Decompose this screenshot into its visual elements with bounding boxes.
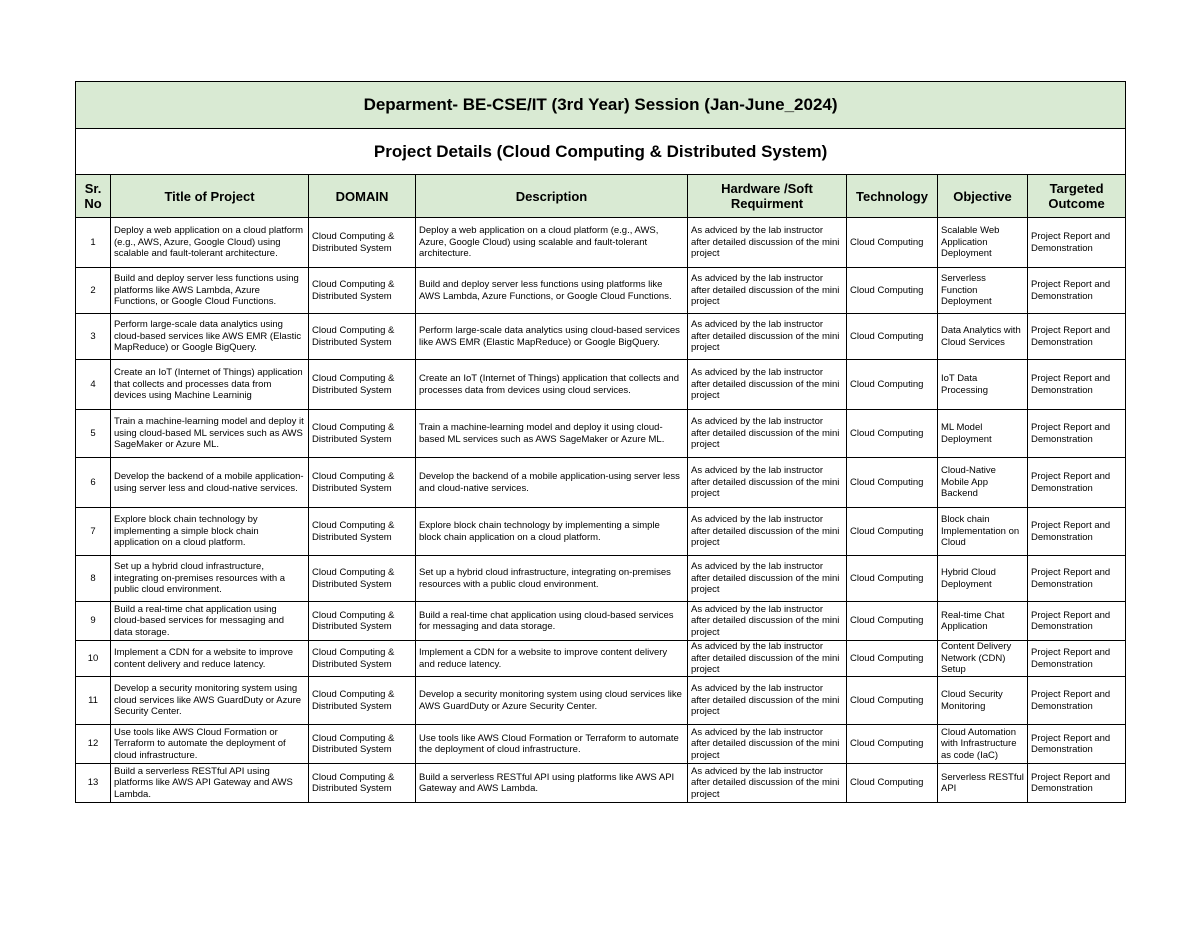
hardware-cell: As adviced by the lab instructor after detailed discussion of the mini project bbox=[688, 458, 847, 508]
sr-no-cell: 4 bbox=[76, 360, 111, 410]
hardware-cell: As adviced by the lab instructor after detailed discussion of the mini project bbox=[688, 360, 847, 410]
objective-cell: Real-time Chat Application bbox=[938, 602, 1028, 641]
domain-cell: Cloud Computing & Distributed System bbox=[309, 602, 416, 641]
technology-cell: Cloud Computing bbox=[847, 458, 938, 508]
domain-cell: Cloud Computing & Distributed System bbox=[309, 556, 416, 602]
description-cell: Create an IoT (Internet of Things) application that collects and processes data from devices using cloud services. bbox=[416, 360, 688, 410]
technology-cell: Cloud Computing bbox=[847, 218, 938, 268]
hardware-cell: As adviced by the lab instructor after detailed discussion of the mini project bbox=[688, 556, 847, 602]
project-title-cell: Develop a security monitoring system using cloud services like AWS GuardDuty or Azure Security Center. bbox=[111, 677, 309, 725]
description-cell: Deploy a web application on a cloud platform (e.g., AWS, Azure, Google Cloud) using scalable and fault-tolerant architecture. bbox=[416, 218, 688, 268]
title-row bbox=[76, 82, 1126, 129]
domain-cell: Cloud Computing & Distributed System bbox=[309, 764, 416, 803]
technology-cell: Cloud Computing bbox=[847, 641, 938, 677]
technology-cell: Cloud Computing bbox=[847, 508, 938, 556]
project-title-cell: Build and deploy server less functions using platforms like AWS Lambda, Azure Functions, or Google Cloud Functions. bbox=[111, 268, 309, 314]
description-cell: Develop a security monitoring system using cloud services like AWS GuardDuty or Azure Security Center. bbox=[416, 677, 688, 725]
project-title-cell: Create an IoT (Internet of Things) application that collects and processes data from devices using Machine Learninig bbox=[111, 360, 309, 410]
document-title: Deparment- BE-CSE/IT (3rd Year) Session (Jan-June_2024) bbox=[76, 82, 1126, 129]
objective-cell: Scalable Web Application Deployment bbox=[938, 218, 1028, 268]
table-row bbox=[76, 268, 1126, 314]
outcome-cell: Project Report and Demonstration bbox=[1028, 764, 1126, 803]
sr-no-cell: 1 bbox=[76, 218, 111, 268]
technology-cell: Cloud Computing bbox=[847, 360, 938, 410]
sr-no-cell: 12 bbox=[76, 725, 111, 764]
header-objective: Objective bbox=[938, 175, 1028, 218]
table-row bbox=[76, 458, 1126, 508]
domain-cell: Cloud Computing & Distributed System bbox=[309, 360, 416, 410]
objective-cell: ML Model Deployment bbox=[938, 410, 1028, 458]
hardware-cell: As adviced by the lab instructor after detailed discussion of the mini project bbox=[688, 268, 847, 314]
sr-no-cell: 13 bbox=[76, 764, 111, 803]
project-title-cell: Build a real-time chat application using cloud-based services for messaging and data storage. bbox=[111, 602, 309, 641]
hardware-cell: As adviced by the lab instructor after detailed discussion of the mini project bbox=[688, 602, 847, 641]
technology-cell: Cloud Computing bbox=[847, 556, 938, 602]
project-title-cell: Perform large-scale data analytics using cloud-based services like AWS EMR (Elastic MapReduce) or Google BigQuery. bbox=[111, 314, 309, 360]
domain-cell: Cloud Computing & Distributed System bbox=[309, 268, 416, 314]
outcome-cell: Project Report and Demonstration bbox=[1028, 641, 1126, 677]
outcome-cell: Project Report and Demonstration bbox=[1028, 458, 1126, 508]
sr-no-cell: 8 bbox=[76, 556, 111, 602]
table-row bbox=[76, 410, 1126, 458]
project-title-cell: Build a serverless RESTful API using platforms like AWS API Gateway and AWS Lambda. bbox=[111, 764, 309, 803]
objective-cell: Cloud-Native Mobile App Backend bbox=[938, 458, 1028, 508]
hardware-cell: As adviced by the lab instructor after detailed discussion of the mini project bbox=[688, 677, 847, 725]
domain-cell: Cloud Computing & Distributed System bbox=[309, 458, 416, 508]
objective-cell: Content Delivery Network (CDN) Setup bbox=[938, 641, 1028, 677]
outcome-cell: Project Report and Demonstration bbox=[1028, 410, 1126, 458]
technology-cell: Cloud Computing bbox=[847, 725, 938, 764]
header-title-of-project: Title of Project bbox=[111, 175, 309, 218]
domain-cell: Cloud Computing & Distributed System bbox=[309, 641, 416, 677]
outcome-cell: Project Report and Demonstration bbox=[1028, 360, 1126, 410]
table-row bbox=[76, 360, 1126, 410]
domain-cell: Cloud Computing & Distributed System bbox=[309, 725, 416, 764]
header-hardware-soft-requirment: Hardware /Soft Requirment bbox=[688, 175, 847, 218]
project-title-cell: Train a machine-learning model and deploy it using cloud-based ML services such as AWS SageMaker or Azure ML. bbox=[111, 410, 309, 458]
sr-no-cell: 3 bbox=[76, 314, 111, 360]
project-title-cell: Set up a hybrid cloud infrastructure, integrating on-premises resources with a public cloud environment. bbox=[111, 556, 309, 602]
technology-cell: Cloud Computing bbox=[847, 410, 938, 458]
objective-cell: Serverless RESTful API bbox=[938, 764, 1028, 803]
objective-cell: Serverless Function Deployment bbox=[938, 268, 1028, 314]
table-row bbox=[76, 508, 1126, 556]
technology-cell: Cloud Computing bbox=[847, 602, 938, 641]
sr-no-cell: 7 bbox=[76, 508, 111, 556]
hardware-cell: As adviced by the lab instructor after detailed discussion of the mini project bbox=[688, 314, 847, 360]
sr-no-cell: 11 bbox=[76, 677, 111, 725]
table-row bbox=[76, 556, 1126, 602]
description-cell: Set up a hybrid cloud infrastructure, integrating on-premises resources with a public cloud environment. bbox=[416, 556, 688, 602]
description-cell: Build and deploy server less functions using platforms like AWS Lambda, Azure Functions, or Google Cloud Functions. bbox=[416, 268, 688, 314]
table-row bbox=[76, 602, 1126, 641]
sr-no-cell: 9 bbox=[76, 602, 111, 641]
objective-cell: IoT Data Processing bbox=[938, 360, 1028, 410]
technology-cell: Cloud Computing bbox=[847, 764, 938, 803]
hardware-cell: As adviced by the lab instructor after detailed discussion of the mini project bbox=[688, 764, 847, 803]
hardware-cell: As adviced by the lab instructor after detailed discussion of the mini project bbox=[688, 218, 847, 268]
table-row bbox=[76, 725, 1126, 764]
project-title-cell: Use tools like AWS Cloud Formation or Terraform to automate the deployment of cloud infrastructure. bbox=[111, 725, 309, 764]
header-sr-no: Sr. No bbox=[76, 175, 111, 218]
outcome-cell: Project Report and Demonstration bbox=[1028, 508, 1126, 556]
domain-cell: Cloud Computing & Distributed System bbox=[309, 508, 416, 556]
header-domain: DOMAIN bbox=[309, 175, 416, 218]
sr-no-cell: 10 bbox=[76, 641, 111, 677]
sr-no-cell: 2 bbox=[76, 268, 111, 314]
hardware-cell: As adviced by the lab instructor after detailed discussion of the mini project bbox=[688, 508, 847, 556]
outcome-cell: Project Report and Demonstration bbox=[1028, 725, 1126, 764]
domain-cell: Cloud Computing & Distributed System bbox=[309, 314, 416, 360]
description-cell: Explore block chain technology by implementing a simple block chain application on a cloud platform. bbox=[416, 508, 688, 556]
outcome-cell: Project Report and Demonstration bbox=[1028, 268, 1126, 314]
description-cell: Train a machine-learning model and deploy it using cloud-based ML services such as AWS SageMaker or Azure ML. bbox=[416, 410, 688, 458]
objective-cell: Cloud Security Monitoring bbox=[938, 677, 1028, 725]
project-title-cell: Deploy a web application on a cloud platform (e.g., AWS, Azure, Google Cloud) using scalable and fault-tolerant architecture. bbox=[111, 218, 309, 268]
hardware-cell: As adviced by the lab instructor after detailed discussion of the mini project bbox=[688, 725, 847, 764]
description-cell: Perform large-scale data analytics using cloud-based services like AWS EMR (Elastic MapReduce) or Google BigQuery. bbox=[416, 314, 688, 360]
table-row bbox=[76, 641, 1126, 677]
objective-cell: Block chain Implementation on Cloud bbox=[938, 508, 1028, 556]
technology-cell: Cloud Computing bbox=[847, 268, 938, 314]
header-description: Description bbox=[416, 175, 688, 218]
domain-cell: Cloud Computing & Distributed System bbox=[309, 218, 416, 268]
document-subtitle: Project Details (Cloud Computing & Distributed System) bbox=[76, 129, 1126, 175]
table-row bbox=[76, 764, 1126, 803]
objective-cell: Cloud Automation with Infrastructure as code (IaC) bbox=[938, 725, 1028, 764]
subtitle-row bbox=[76, 129, 1126, 175]
description-cell: Implement a CDN for a website to improve content delivery and reduce latency. bbox=[416, 641, 688, 677]
table-row bbox=[76, 677, 1126, 725]
domain-cell: Cloud Computing & Distributed System bbox=[309, 677, 416, 725]
description-cell: Build a real-time chat application using cloud-based services for messaging and data storage. bbox=[416, 602, 688, 641]
header-row bbox=[76, 175, 1126, 218]
project-title-cell: Implement a CDN for a website to improve content delivery and reduce latency. bbox=[111, 641, 309, 677]
sr-no-cell: 5 bbox=[76, 410, 111, 458]
outcome-cell: Project Report and Demonstration bbox=[1028, 677, 1126, 725]
outcome-cell: Project Report and Demonstration bbox=[1028, 314, 1126, 360]
project-title-cell: Explore block chain technology by implementing a simple block chain application on a cloud platform. bbox=[111, 508, 309, 556]
outcome-cell: Project Report and Demonstration bbox=[1028, 602, 1126, 641]
project-details-table bbox=[75, 81, 1126, 803]
outcome-cell: Project Report and Demonstration bbox=[1028, 556, 1126, 602]
objective-cell: Hybrid Cloud Deployment bbox=[938, 556, 1028, 602]
sr-no-cell: 6 bbox=[76, 458, 111, 508]
project-title-cell: Develop the backend of a mobile application-using server less and cloud-native services. bbox=[111, 458, 309, 508]
description-cell: Build a serverless RESTful API using platforms like AWS API Gateway and AWS Lambda. bbox=[416, 764, 688, 803]
domain-cell: Cloud Computing & Distributed System bbox=[309, 410, 416, 458]
description-cell: Develop the backend of a mobile application-using server less and cloud-native services. bbox=[416, 458, 688, 508]
header-targeted-outcome: Targeted Outcome bbox=[1028, 175, 1126, 218]
description-cell: Use tools like AWS Cloud Formation or Terraform to automate the deployment of cloud infrastructure. bbox=[416, 725, 688, 764]
outcome-cell: Project Report and Demonstration bbox=[1028, 218, 1126, 268]
table-row bbox=[76, 314, 1126, 360]
table-row bbox=[76, 218, 1126, 268]
header-technology: Technology bbox=[847, 175, 938, 218]
hardware-cell: As adviced by the lab instructor after detailed discussion of the mini project bbox=[688, 641, 847, 677]
technology-cell: Cloud Computing bbox=[847, 314, 938, 360]
hardware-cell: As adviced by the lab instructor after detailed discussion of the mini project bbox=[688, 410, 847, 458]
technology-cell: Cloud Computing bbox=[847, 677, 938, 725]
objective-cell: Data Analytics with Cloud Services bbox=[938, 314, 1028, 360]
